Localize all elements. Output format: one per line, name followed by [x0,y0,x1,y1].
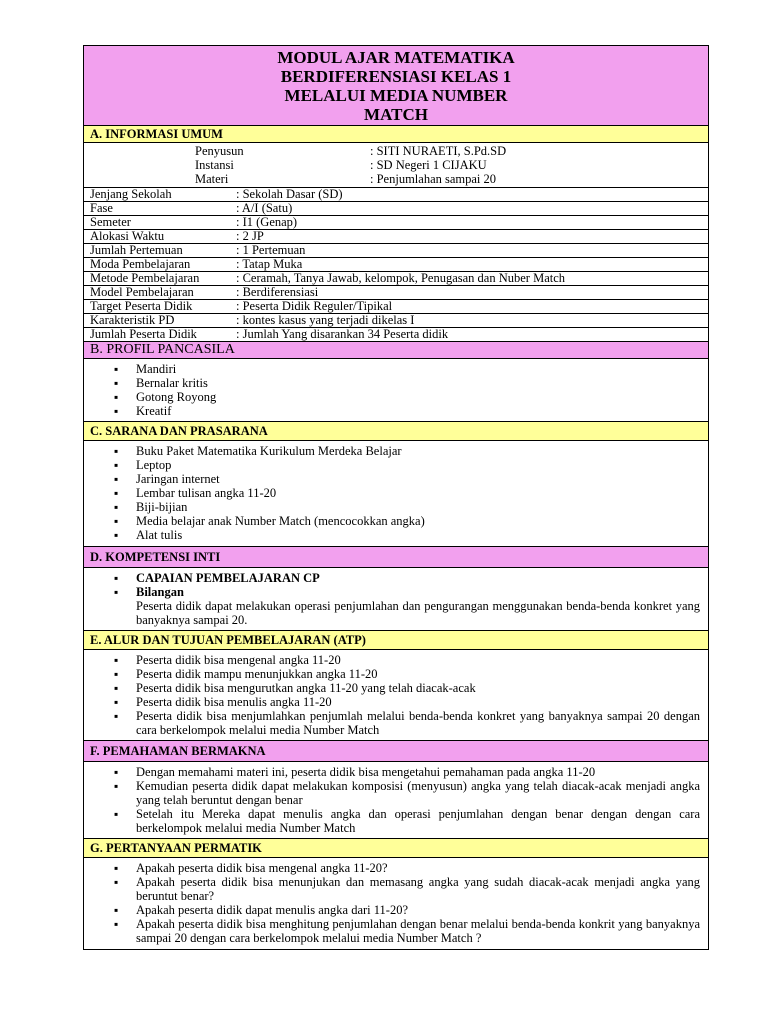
list-item: ▪ Setelah itu Mereka dapat menulis angka dan operasi penjumlahan dengan benar dengan dengan cara berkelompok melalui media Number Match [136,807,700,835]
list-item: ▪ Mandiri [136,362,700,376]
info-label: Penyusun [195,144,244,158]
title-line: MATCH [364,105,428,124]
detail-label: Jumlah Peserta Didik [90,327,197,341]
document-table [83,45,709,950]
general-info-block [84,143,708,188]
detail-label: Karakteristik PD [90,313,175,327]
detail-row [84,202,708,216]
list-item: ▪ Buku Paket Matematika Kurikulum Merdeka Belajar [136,444,700,458]
list-item: ▪ Kemudian peserta didik dapat melakukan komposisi (menyusun) angka yang telah diacak-acak menjadi angka yang telah beruntut dengan benar [136,779,700,807]
list-item: ▪ Apakah peserta didik dapat menulis angka dari 11-20? [136,903,700,917]
document-title [84,46,708,126]
title-line: MODUL AJAR MATEMATIKA [277,48,515,67]
list-item: ▪ Peserta didik bisa menjumlahkan penjumlah melalui benda-benda konkret yang banyaknya sampai 20 dengan cara berkelompok melalui media Number Match [136,709,700,737]
detail-row [84,300,708,314]
list-item: ▪ Media belajar anak Number Match (mencocokkan angka) [136,514,700,528]
info-label: Materi [195,172,229,186]
list-item: ▪ Peserta didik bisa menulis angka 11-20 [136,695,700,709]
detail-value: : Tatap Muka [236,257,303,271]
competency-paragraph: Peserta didik dapat melakukan operasi penjumlahan dan pengurangan menggunakan benda-benda konkret yang banyaknya sampai 20. [136,599,700,627]
detail-rows [84,188,708,342]
detail-label: Alokasi Waktu [90,229,165,243]
list-item: ▪ Kreatif [136,404,700,418]
list-item: ▪ Bernalar kritis [136,376,700,390]
info-label: Instansi [195,158,234,172]
list-item: ▪ Gotong Royong [136,390,700,404]
detail-value: : A/I (Satu) [236,201,293,215]
section-f-heading: F. PEMAHAMAN BERMAKNA [84,741,708,762]
detail-value: : 2 JP [236,229,264,243]
detail-value: : Peserta Didik Reguler/Tipikal [236,299,393,313]
list-item: ▪ Alat tulis [136,528,700,542]
info-row [84,172,708,186]
title-line: MELALUI MEDIA NUMBER [284,86,508,105]
detail-label: Fase [90,201,113,215]
detail-label: Semeter [90,215,131,229]
list-item: ▪ Dengan memahami materi ini, peserta didik bisa mengetahui pemahaman pada angka 11-20 [136,765,700,779]
detail-value: : 1 Pertemuan [236,243,306,257]
detail-row [84,286,708,300]
list-item: ▪ Peserta didik bisa mengenal angka 11-20 [136,653,700,667]
list-item: ▪ Apakah peserta didik bisa menghitung penjumlahan dengan benar melalui benda-benda konkrit yang banyaknya sampai 20 dengan cara berkelompok melalui media Number Match ? [136,917,700,945]
info-value: : SD Negeri 1 CIJAKU [370,158,487,172]
list-item: ▪ CAPAIAN PEMBELAJARAN CP [136,571,700,585]
detail-row [84,216,708,230]
detail-row [84,328,708,342]
detail-value: : Berdiferensiasi [236,285,319,299]
detail-value: : Ceramah, Tanya Jawab, kelompok, Penugasan dan Nuber Match [236,271,566,285]
list-item: ▪ Jaringan internet [136,472,700,486]
list-item: ▪ Peserta didik mampu menunjukkan angka 11-20 [136,667,700,681]
list-item: ▪ Bilangan [136,585,700,599]
detail-label: Moda Pembelajaran [90,257,191,271]
detail-row [84,244,708,258]
detail-value: : Jumlah Yang disarankan 34 Peserta didik [236,327,449,341]
section-g-body [84,858,708,949]
detail-label: Jenjang Sekolah [90,187,172,201]
detail-label: Model Pembelajaran [90,285,194,299]
section-b-heading: B. PROFIL PANCASILA [84,342,708,359]
detail-row [84,188,708,202]
title-line: BERDIFERENSIASI KELAS 1 [280,67,512,86]
section-a-heading: A. INFORMASI UMUM [84,126,708,143]
detail-row [84,314,708,328]
section-e-heading: E. ALUR DAN TUJUAN PEMBELAJARAN (ATP) [84,631,708,650]
section-d-heading: D. KOMPETENSI INTI [84,547,708,568]
info-value: : Penjumlahan sampai 20 [370,172,497,186]
detail-row [84,272,708,286]
list-item: ▪ Apakah peserta didik bisa mengenal angka 11-20? [136,861,700,875]
detail-value: : Sekolah Dasar (SD) [236,187,343,201]
detail-value: : I1 (Genap) [236,215,298,229]
section-d-body [84,568,708,631]
list-item: ▪ Leptop [136,458,700,472]
section-c-body [84,441,708,547]
detail-row [84,258,708,272]
list-item: ▪ Apakah peserta didik bisa menunjukan dan memasang angka yang sudah diacak-acak menjadi angka yang beruntut benar? [136,875,700,903]
section-f-body [84,762,708,839]
detail-label: Jumlah Pertemuan [90,243,183,257]
detail-label: Target Peserta Didik [90,299,193,313]
info-row [84,144,708,158]
list-item: ▪ Peserta didik bisa mengurutkan angka 11-20 yang telah diacak-acak [136,681,700,695]
list-item: ▪ Biji-bijian [136,500,700,514]
detail-label: Metode Pembelajaran [90,271,200,285]
info-row [84,158,708,172]
detail-value: : kontes kasus yang terjadi dikelas I [236,313,415,327]
section-e-body [84,650,708,741]
section-c-heading: C. SARANA DAN PRASARANA [84,422,708,441]
detail-row [84,230,708,244]
list-item: ▪ Lembar tulisan angka 11-20 [136,486,700,500]
section-g-heading: G. PERTANYAAN PERMATIK [84,839,708,858]
section-b-body [84,359,708,422]
info-value: : SITI NURAETI, S.Pd.SD [370,144,507,158]
